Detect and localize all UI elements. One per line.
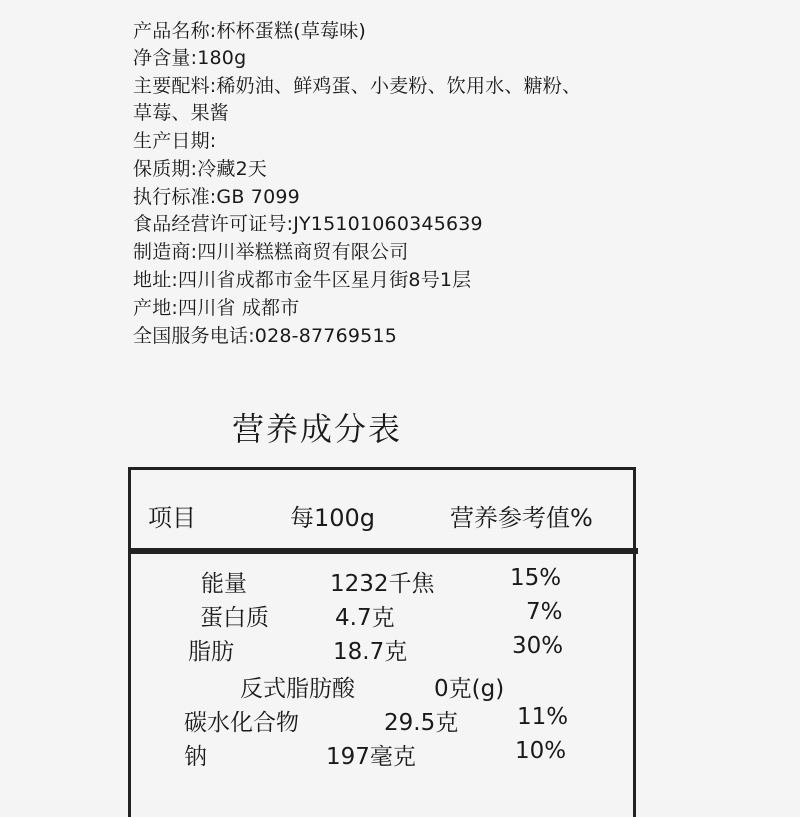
address-line: 地址:四川省成都市金牛区星月街8号1层 (133, 269, 472, 291)
header-nrv: 营养参考值% (450, 504, 593, 532)
row-energy-amount: 1232千焦 (330, 571, 435, 597)
header-divider (128, 548, 638, 554)
row-protein-name: 蛋白质 (200, 605, 269, 631)
row-protein-amount: 4.7克 (335, 605, 395, 631)
row-trans-fat-name: 反式脂肪酸 (240, 676, 355, 702)
row-sodium-name: 钠 (184, 744, 207, 770)
header-item: 项目 (148, 504, 196, 532)
row-fat-nrv: 30% (512, 633, 564, 659)
license-line: 食品经营许可证号:JY15101060345639 (133, 213, 483, 235)
ingredients-line-continued: 草莓、果酱 (133, 102, 230, 124)
row-carbohydrate-nrv: 11% (517, 704, 569, 730)
row-fat-name: 脂肪 (188, 639, 234, 665)
row-carbohydrate-name: 碳水化合物 (184, 710, 299, 736)
row-fat-amount: 18.7克 (333, 639, 408, 665)
service-phone-line: 全国服务电话:028-87769515 (133, 325, 398, 347)
standard-line: 执行标准:GB 7099 (133, 186, 300, 208)
header-per100g: 每100g (290, 504, 376, 532)
production-date-line: 生产日期: (133, 130, 217, 152)
row-carbohydrate-amount: 29.5克 (384, 710, 459, 736)
row-trans-fat-amount: 0克(g) (434, 676, 505, 702)
nutrition-table-title: 营养成分表 (232, 410, 403, 448)
row-protein-nrv: 7% (526, 599, 563, 625)
shelf-life-line: 保质期:冷藏2天 (133, 158, 268, 180)
origin-line: 产地:四川省 成都市 (133, 297, 300, 319)
row-sodium-amount: 197毫克 (326, 744, 416, 770)
product-name-line: 产品名称:杯杯蛋糕(草莓味) (133, 20, 367, 42)
net-content-line: 净含量:180g (133, 47, 247, 69)
manufacturer-line: 制造商:四川举糕糕商贸有限公司 (133, 241, 409, 263)
row-energy-nrv: 15% (510, 565, 562, 591)
row-energy-name: 能量 (201, 571, 247, 597)
row-sodium-nrv: 10% (515, 738, 567, 764)
ingredients-line: 主要配料:稀奶油、鲜鸡蛋、小麦粉、饮用水、糖粉、 (133, 75, 582, 97)
